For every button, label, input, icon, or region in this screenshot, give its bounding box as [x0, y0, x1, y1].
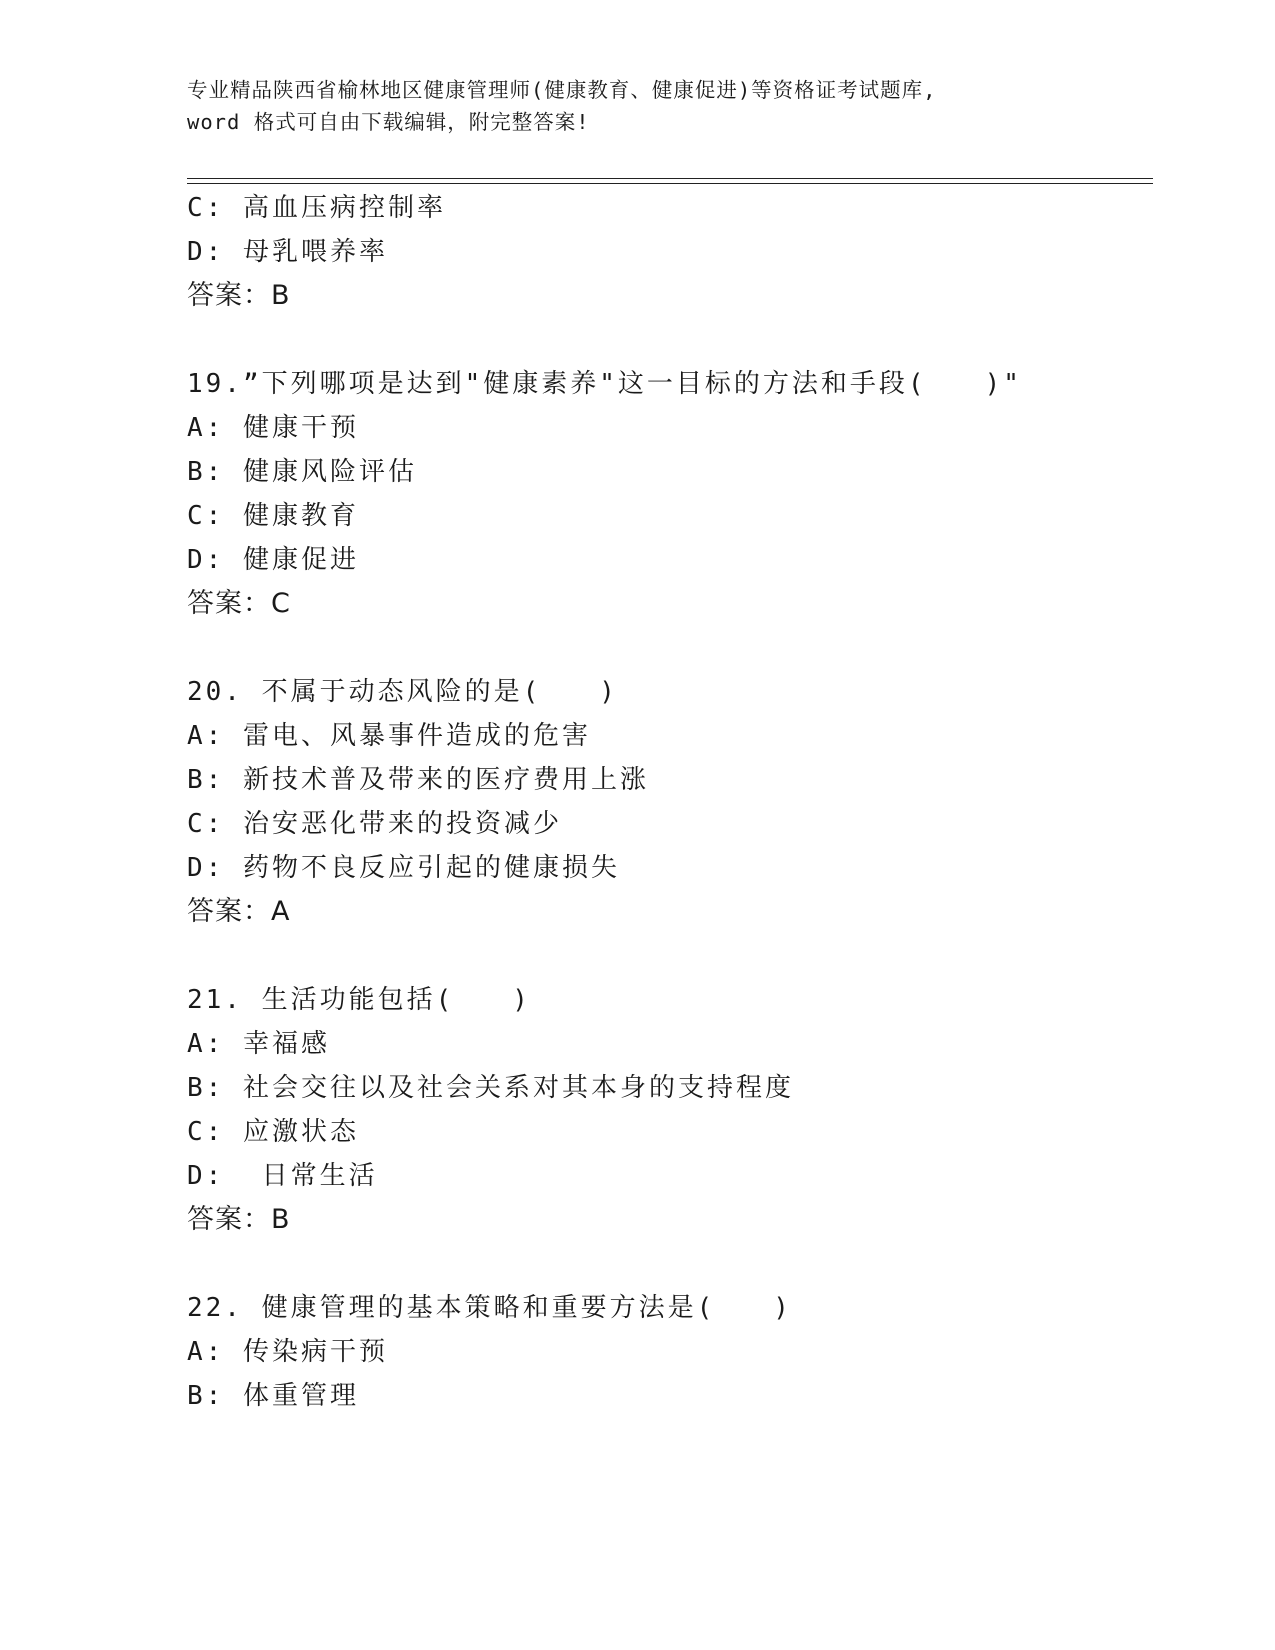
question-stem: 20. 不属于动态风险的是( )	[187, 677, 618, 707]
question-stem: 22. 健康管理的基本策略和重要方法是( )	[187, 1293, 792, 1323]
question-stem: 19.”下列哪项是达到"健康素养"这一目标的方法和手段( )"	[187, 369, 1022, 399]
header-line-1: 专业精品陕西省榆林地区健康管理师(健康教育、健康促进)等资格证考试题库,	[187, 78, 937, 102]
option-c: C: 高血压病控制率	[187, 193, 446, 223]
option-c: C: 健康教育	[187, 501, 359, 531]
document-header	[187, 74, 1087, 138]
option-c: C: 应激状态	[187, 1117, 359, 1147]
option-c: C: 治安恶化带来的投资减少	[187, 809, 562, 839]
header-divider-bottom	[187, 183, 1153, 184]
option-d: D: 药物不良反应引起的健康损失	[187, 853, 620, 883]
option-a: A: 幸福感	[187, 1029, 330, 1059]
header-divider-top	[187, 178, 1153, 179]
option-d: D: 母乳喂养率	[187, 237, 388, 267]
option-a: A: 健康干预	[187, 413, 359, 443]
answer-line: 答案：B	[187, 1204, 291, 1235]
question-stem: 21. 生活功能包括( )	[187, 985, 531, 1015]
option-b: B: 新技术普及带来的医疗费用上涨	[187, 765, 649, 795]
header-line-2: word 格式可自由下载编辑，附完整答案!	[187, 110, 590, 134]
option-b: B: 社会交往以及社会关系对其本身的支持程度	[187, 1073, 794, 1103]
answer-line: 答案：C	[187, 588, 291, 619]
option-d: D: 日常生活	[187, 1161, 378, 1191]
option-a: A: 雷电、风暴事件造成的危害	[187, 721, 591, 751]
option-b: B: 体重管理	[187, 1381, 359, 1411]
option-a: A: 传染病干预	[187, 1337, 388, 1367]
option-b: B: 健康风险评估	[187, 457, 417, 487]
answer-line: 答案：A	[187, 896, 291, 927]
option-d: D: 健康促进	[187, 545, 359, 575]
answer-line: 答案：B	[187, 280, 291, 311]
